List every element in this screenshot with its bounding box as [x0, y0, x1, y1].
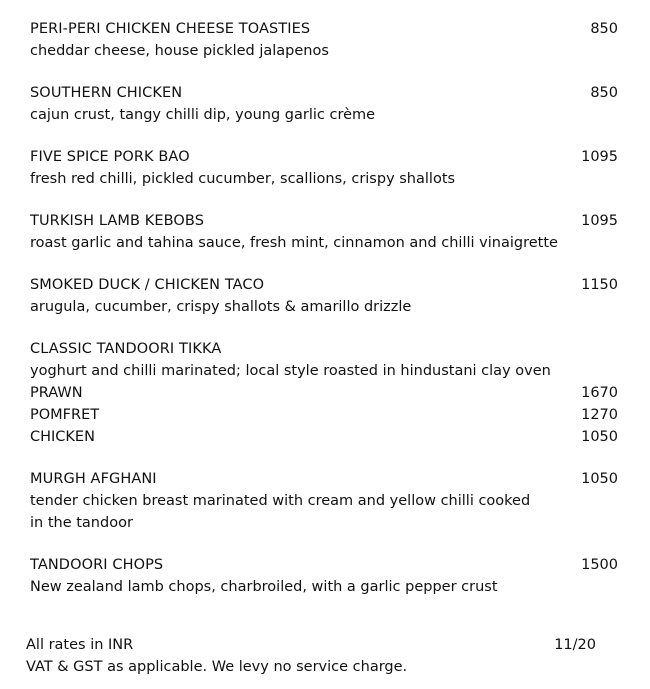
variant-row — [30, 426, 620, 448]
variant-price: 1050 — [581, 429, 618, 445]
item-price: 1150 — [581, 277, 618, 293]
item-price: 1500 — [581, 557, 618, 573]
variant-name: CHICKEN — [30, 429, 95, 445]
menu-item — [30, 274, 620, 318]
item-price: 1095 — [581, 213, 618, 229]
variant-name: PRAWN — [30, 385, 83, 401]
menu-item — [30, 468, 620, 534]
menu-item — [30, 210, 620, 254]
item-description: cheddar cheese, house pickled jalapenos — [30, 43, 329, 59]
item-name: SOUTHERN CHICKEN — [30, 85, 183, 101]
item-description: yoghurt and chilli marinated; local style roasted in hindustani clay oven — [30, 363, 551, 379]
item-price: 1095 — [581, 149, 618, 165]
item-description: roast garlic and tahina sauce, fresh mint, cinnamon and chilli vinaigrette — [30, 235, 558, 251]
item-description: cajun crust, tangy chilli dip, young garlic crème — [30, 107, 376, 123]
item-name: PERI-PERI CHICKEN CHEESE TOASTIES — [30, 21, 311, 37]
item-description: tender chicken breast marinated with cream and yellow chilli cooked — [30, 493, 531, 509]
item-name: MURGH AFGHANI — [30, 471, 157, 487]
menu-item-tikka — [30, 338, 620, 448]
tax-note: VAT & GST as applicable. We levy no service charge. — [26, 659, 408, 675]
item-description: New zealand lamb chops, charbroiled, with a garlic pepper crust — [30, 579, 498, 595]
item-description: arugula, cucumber, crispy shallots & amarillo drizzle — [30, 299, 412, 315]
variant-row — [30, 382, 620, 404]
menu-item — [30, 554, 620, 598]
item-description: fresh red chilli, pickled cucumber, scallions, crispy shallots — [30, 171, 456, 187]
variant-price: 1270 — [581, 407, 618, 423]
rates-note: All rates in INR — [26, 637, 134, 653]
variant-name: POMFRET — [30, 407, 100, 423]
item-description-cont: in the tandoor — [30, 515, 133, 531]
menu — [30, 18, 620, 618]
item-price: 1050 — [581, 471, 618, 487]
item-name: CLASSIC TANDOORI TIKKA — [30, 341, 222, 357]
menu-code: 11/20 — [554, 637, 596, 653]
menu-item — [30, 18, 620, 62]
item-name: TURKISH LAMB KEBOBS — [30, 213, 205, 229]
item-name: SMOKED DUCK / CHICKEN TACO — [30, 277, 265, 293]
variant-price: 1670 — [581, 385, 618, 401]
menu-item — [30, 82, 620, 126]
menu-item — [30, 146, 620, 190]
item-price: 850 — [590, 85, 618, 101]
footer — [26, 634, 596, 678]
item-name: FIVE SPICE PORK BAO — [30, 149, 190, 165]
item-name: TANDOORI CHOPS — [30, 557, 164, 573]
variant-row — [30, 404, 620, 426]
item-price: 850 — [590, 21, 618, 37]
